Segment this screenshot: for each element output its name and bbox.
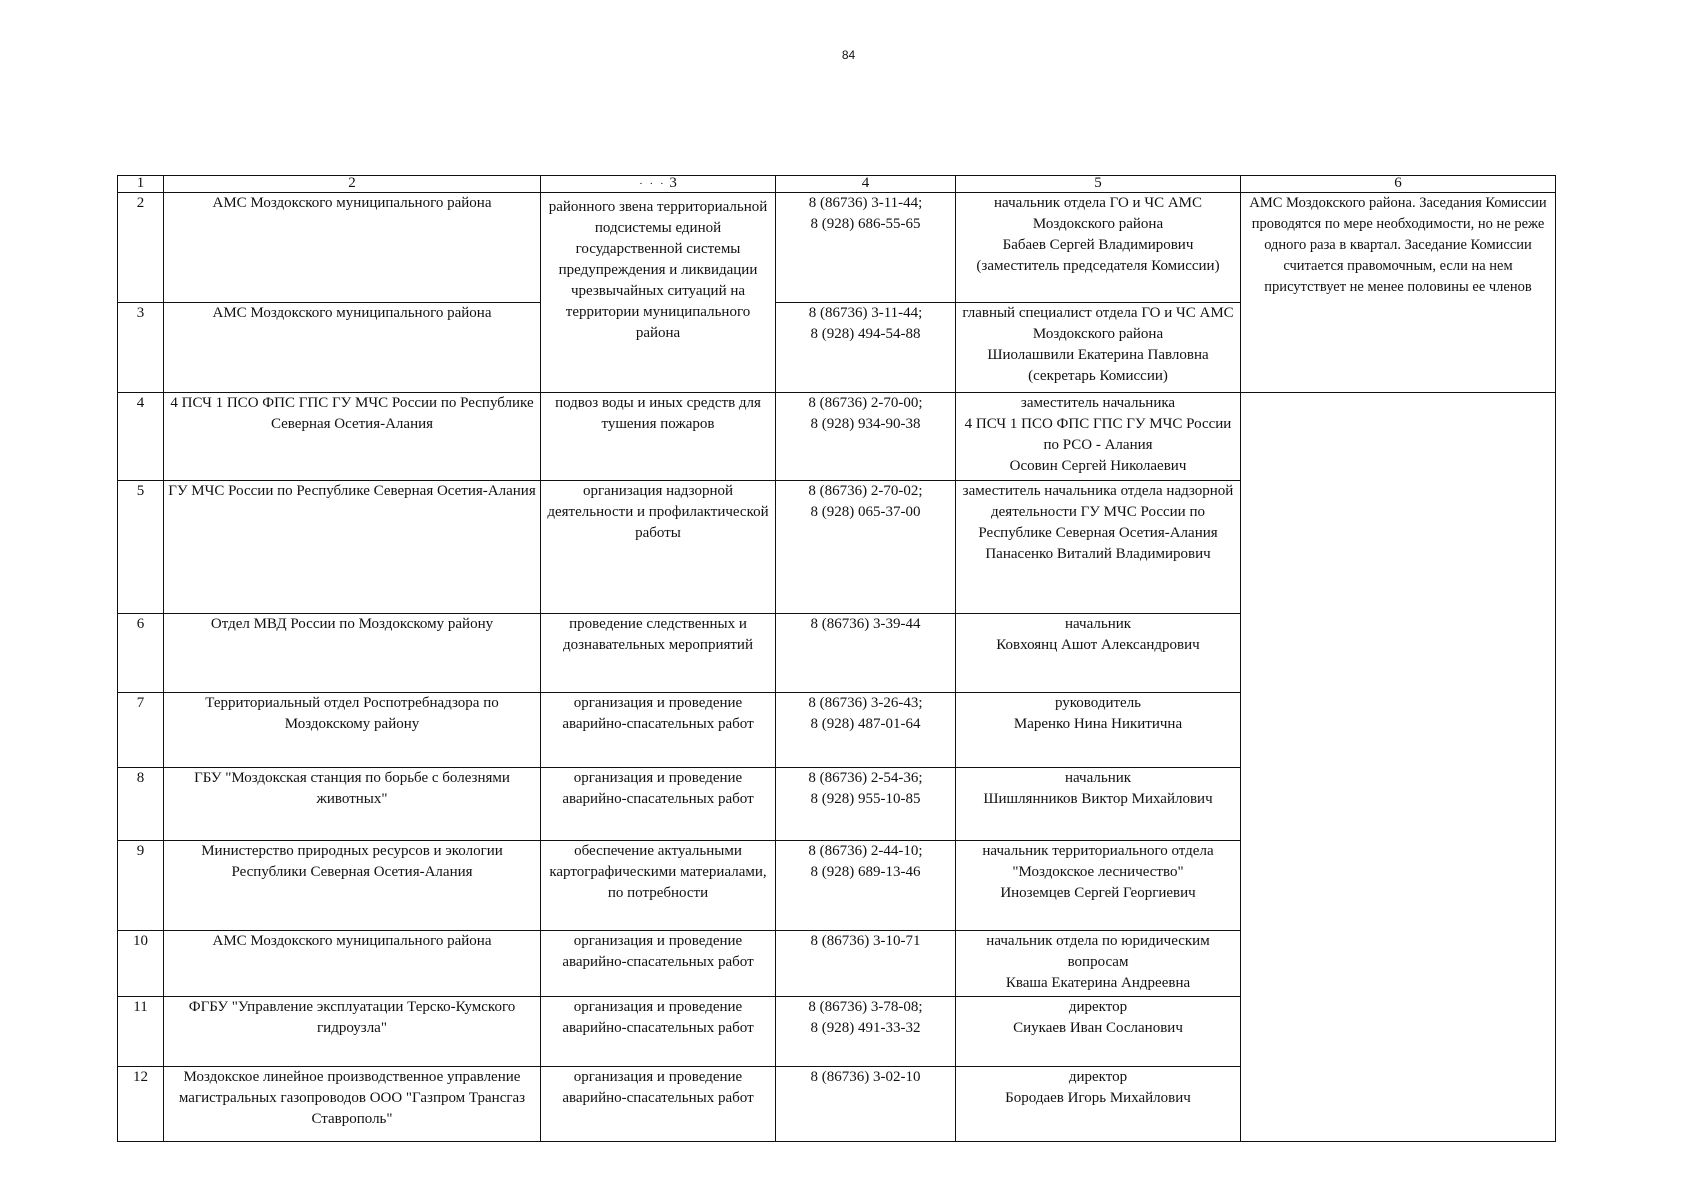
function-cell: организация и проведение аварийно-спасательных работ xyxy=(541,997,776,1067)
contact-person-cell: директор Сиукаев Иван Сосланович xyxy=(956,997,1241,1067)
phone-cell: 8 (86736) 3-78-08; 8 (928) 491-33-32 xyxy=(776,997,956,1067)
notes-blank-cell xyxy=(1241,393,1556,1142)
column3-marks: · · · xyxy=(639,178,666,190)
contact-person-cell: директор Бородаев Игорь Михайлович xyxy=(956,1067,1241,1142)
organization-cell: Министерство природных ресурсов и экологии Республики Северная Осетия-Алания xyxy=(164,841,541,931)
phone-cell: 8 (86736) 3-11-44; 8 (928) 494-54-88 xyxy=(776,303,956,393)
row-number-cell: 11 xyxy=(118,997,164,1067)
row-number-cell: 7 xyxy=(118,693,164,768)
phone-cell: 8 (86736) 3-11-44; 8 (928) 686-55-65 xyxy=(776,193,956,303)
function-cell: подвоз воды и иных средств для тушения пожаров xyxy=(541,393,776,481)
contact-person-cell: руководитель Маренко Нина Никитична xyxy=(956,693,1241,768)
header-cell: 4 xyxy=(776,176,956,193)
contact-person-cell: начальник отдела ГО и ЧС АМС Моздокского района Бабаев Сергей Владимирович (заместитель председателя Комиссии) xyxy=(956,193,1241,303)
contact-person-cell: главный специалист отдела ГО и ЧС АМС Моздокского района Шиолашвили Екатерина Павловна (секретарь Комиссии) xyxy=(956,303,1241,393)
table-row xyxy=(118,193,1556,303)
phone-cell: 8 (86736) 2-70-02; 8 (928) 065-37-00 xyxy=(776,481,956,614)
function-cell: организация и проведение аварийно-спасательных работ xyxy=(541,1067,776,1142)
organization-cell: ГУ МЧС России по Республике Северная Осетия-Алания xyxy=(164,481,541,614)
function-cell: организация и проведение аварийно-спасательных работ xyxy=(541,768,776,841)
organization-cell: Территориальный отдел Роспотребнадзора по Моздокскому району xyxy=(164,693,541,768)
row-number-cell: 8 xyxy=(118,768,164,841)
organization-cell: ФГБУ "Управление эксплуатации Терско-Кумского гидроузла" xyxy=(164,997,541,1067)
organization-cell: АМС Моздокского муниципального района xyxy=(164,193,541,303)
header-cell: 1 xyxy=(118,176,164,193)
function-cell: организация надзорной деятельности и профилактической работы xyxy=(541,481,776,614)
notes-cell: АМС Моздокского района. Заседания Комиссии проводятся по мере необходимости, но не реже одного раза в квартал. Заседание Комиссии считается правомочным, если на нем присутствует не менее половины ее членов xyxy=(1241,193,1556,393)
contact-person-cell: заместитель начальника отдела надзорной деятельности ГУ МЧС России по Республике Северная Осетия-Алания Панасенко Виталий Владимирович xyxy=(956,481,1241,614)
contact-person-cell: заместитель начальника 4 ПСЧ 1 ПСО ФПС ГПС ГУ МЧС России по РСО - Алания Осовин Сергей Николаевич xyxy=(956,393,1241,481)
function-cell: организация и проведение аварийно-спасательных работ xyxy=(541,931,776,997)
header-cell: 2 xyxy=(164,176,541,193)
row-number-cell: 9 xyxy=(118,841,164,931)
phone-cell: 8 (86736) 3-10-71 xyxy=(776,931,956,997)
contact-person-cell: начальник отдела по юридическим вопросам Кваша Екатерина Андреевна xyxy=(956,931,1241,997)
commission-table xyxy=(117,175,1556,1142)
organization-cell: Моздокское линейное производственное управление магистральных газопроводов ООО "Газпром Трансгаз Ставрополь" xyxy=(164,1067,541,1142)
function-cell: организация и проведение аварийно-спасательных работ xyxy=(541,693,776,768)
page-number: 84 xyxy=(841,48,856,62)
contact-person-cell: начальник Ковхоянц Ашот Александрович xyxy=(956,614,1241,693)
organization-cell: АМС Моздокского муниципального района xyxy=(164,931,541,997)
organization-cell: АМС Моздокского муниципального района xyxy=(164,303,541,393)
row-number-cell: 3 xyxy=(118,303,164,393)
function-cell: районного звена территориальной подсистемы единой государственной системы предупреждения и ликвидации чрезвычайных ситуаций на территории муниципального района xyxy=(541,193,776,393)
phone-cell: 8 (86736) 3-26-43; 8 (928) 487-01-64 xyxy=(776,693,956,768)
phone-cell: 8 (86736) 2-44-10; 8 (928) 689-13-46 xyxy=(776,841,956,931)
phone-cell: 8 (86736) 3-02-10 xyxy=(776,1067,956,1142)
row-number-cell: 2 xyxy=(118,193,164,303)
row-number-cell: 6 xyxy=(118,614,164,693)
row-number-cell: 12 xyxy=(118,1067,164,1142)
phone-cell: 8 (86736) 3-39-44 xyxy=(776,614,956,693)
contact-person-cell: начальник Шишлянников Виктор Михайлович xyxy=(956,768,1241,841)
organization-cell: ГБУ "Моздокская станция по борьбе с болезнями животных" xyxy=(164,768,541,841)
table-row xyxy=(118,393,1556,481)
phone-cell: 8 (86736) 2-70-00; 8 (928) 934-90-38 xyxy=(776,393,956,481)
phone-cell: 8 (86736) 2-54-36; 8 (928) 955-10-85 xyxy=(776,768,956,841)
function-cell: проведение следственных и дознавательных мероприятий xyxy=(541,614,776,693)
header-cell: 5 xyxy=(956,176,1241,193)
row-number-cell: 4 xyxy=(118,393,164,481)
row-number-cell: 5 xyxy=(118,481,164,614)
function-cell: обеспечение актуальными картографическими материалами, по потребности xyxy=(541,841,776,931)
row-number-cell: 10 xyxy=(118,931,164,997)
header-row xyxy=(118,176,1556,193)
header-cell-label: 3 xyxy=(669,175,677,191)
contact-person-cell: начальник территориального отдела "Моздокское лесничество" Иноземцев Сергей Георгиевич xyxy=(956,841,1241,931)
header-cell xyxy=(541,176,776,193)
header-cell: 6 xyxy=(1241,176,1556,193)
organization-cell: 4 ПСЧ 1 ПСО ФПС ГПС ГУ МЧС России по Республике Северная Осетия-Алания xyxy=(164,393,541,481)
organization-cell: Отдел МВД России по Моздокскому району xyxy=(164,614,541,693)
